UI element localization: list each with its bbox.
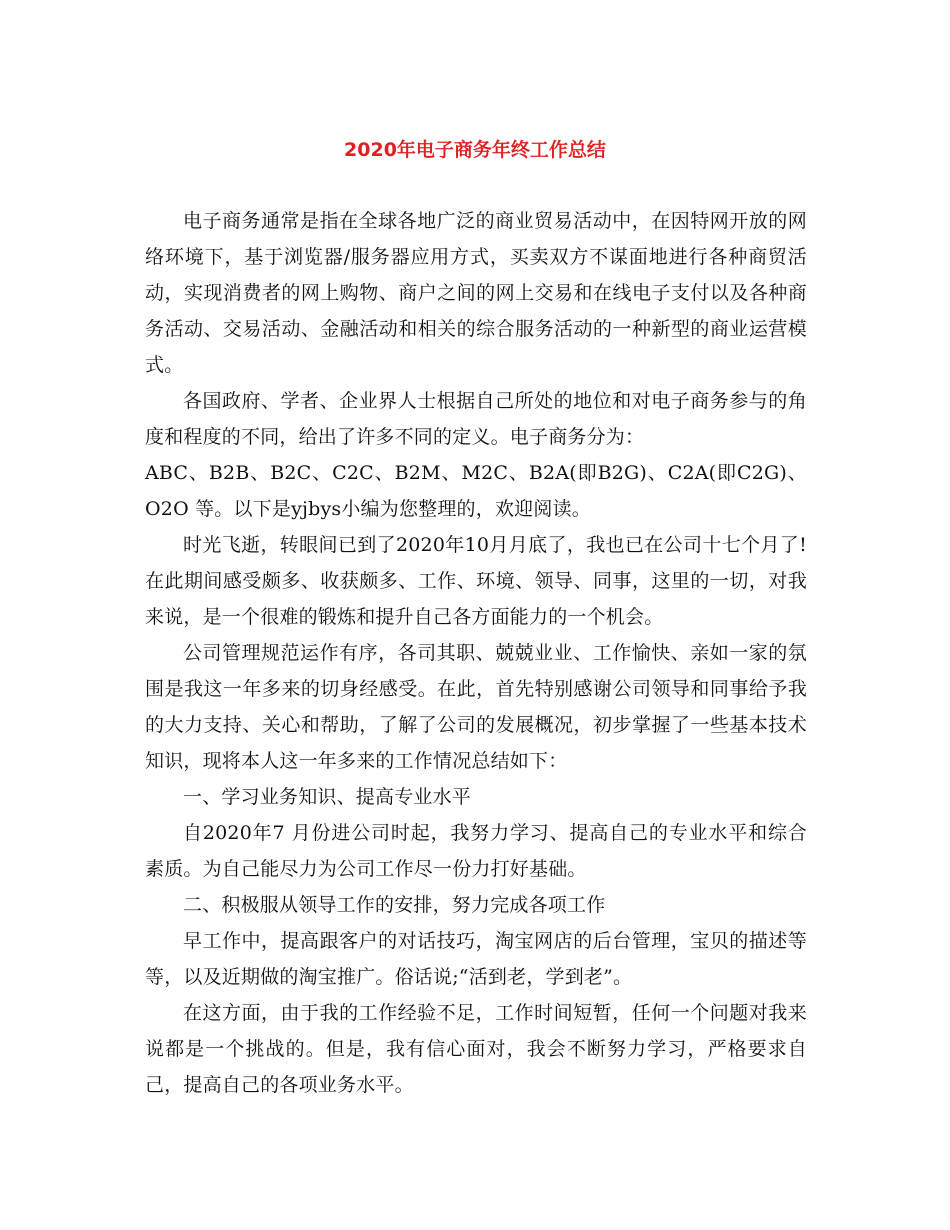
paragraph-challenge: 在这方面，由于我的工作经验不足，工作时间短暂，任何一个问题对我来说都是一个挑战的。但是，我有信心面对，我会不断努力学习，严格要求自己，提高自己的各项业务水平。 [145, 1002, 807, 1096]
paragraph-study: 自2020年7 月份进公司时起，我努力学习、提高自己的专业水平和综合素质。为自己能尽力为公司工作尽一份力打好基础。 [145, 822, 807, 880]
paragraph-definitions: 各国政府、学者、企业界人士根据自己所处的地位和对电子商务参与的角度和程度的不同，给出了许多不同的定义。电子商务分为： [145, 390, 807, 448]
paragraph-company: 公司管理规范运作有序，各司其职、兢兢业业、工作愉快、亲如一家的氛围是我这一年多来的切身经感受。在此，首先特别感谢公司领导和同事给予我的大力支持、关心和帮助，了解了公司的发展概况，初步掌握了一些基本技术知识，现将本人这一年多来的工作情况总结如下： [145, 642, 807, 772]
paragraph-types: ABC、B2B、B2C、C2C、B2M、M2C、B2A(即B2G)、C2A(即C2G)、O2O 等。以下是yjbys小编为您整理的，欢迎阅读。 [145, 462, 807, 520]
document-body [145, 203, 807, 1103]
section-heading-1: 一、学习业务知识、提高专业水平 [183, 786, 472, 808]
section-heading-2: 二、积极服从领导工作的安排，努力完成各项工作 [183, 894, 606, 916]
paragraph-time: 时光飞逝，转眼间已到了2020年10月月底了，我也已在公司十七个月了!在此期间感受颇多、收获颇多、工作、环境、领导、同事，这里的一切，对我来说，是一个很难的锻炼和提升自己各方面能力的一个机会。 [145, 534, 807, 628]
paragraph-intro: 电子商务通常是指在全球各地广泛的商业贸易活动中，在因特网开放的网络环境下，基于浏览器/服务器应用方式，买卖双方不谋面地进行各种商贸活动，实现消费者的网上购物、商户之间的网上交易和在线电子支付以及各种商务活动、交易活动、金融活动和相关的综合服务活动的一种新型的商业运营模式。 [145, 210, 807, 376]
paragraph-work: 早工作中，提高跟客户的对话技巧，淘宝网店的后台管理，宝贝的描述等等，以及近期做的淘宝推广。俗话说;“活到老，学到老”。 [145, 930, 807, 988]
document-title: 2020年电子商务年终工作总结 [344, 139, 606, 161]
